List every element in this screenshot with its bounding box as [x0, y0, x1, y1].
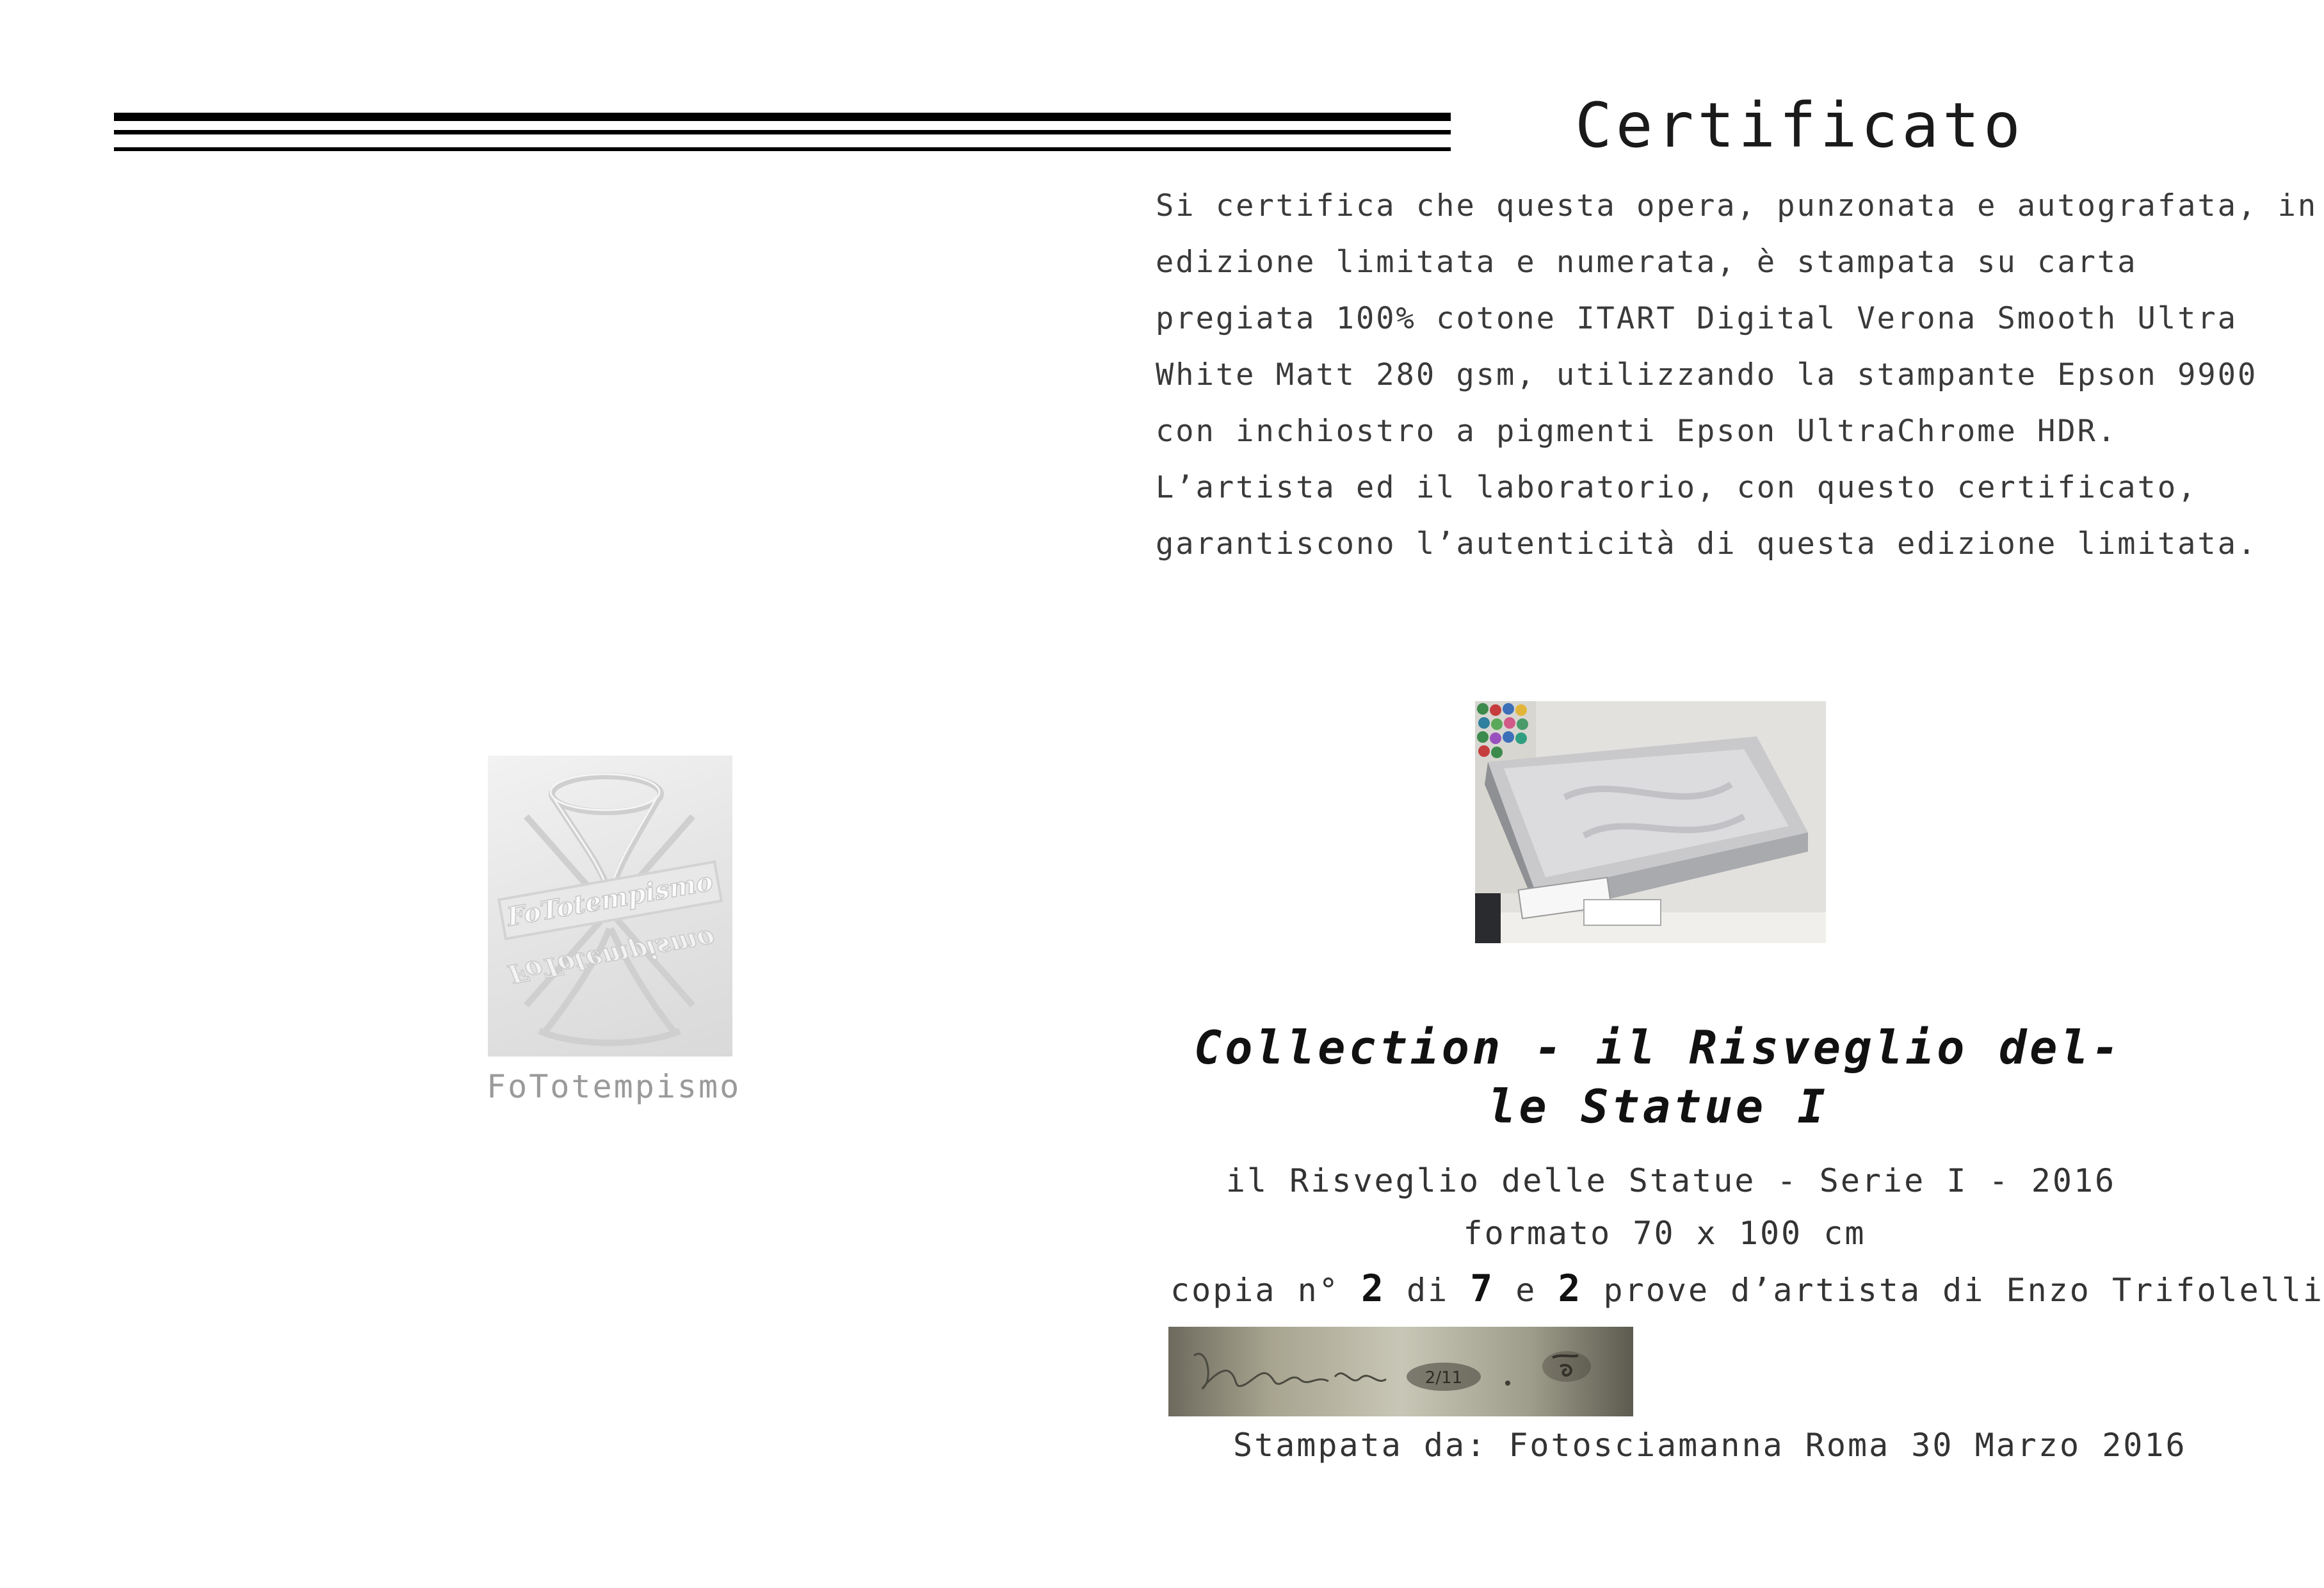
body-line: edizione limitata e numerata, è stampata su carta — [1156, 245, 2138, 280]
certificate-body — [1156, 178, 2318, 572]
artwork-title — [1178, 1018, 2138, 1136]
header-rule-middle — [114, 130, 1451, 134]
artwork-title-line2: le Statue I — [1488, 1080, 1828, 1133]
artwork-series: il Risveglio delle Statue - Serie I - 2016 — [1225, 1162, 2117, 1199]
header-rule-thick — [114, 113, 1451, 121]
edition-info — [1170, 1267, 2324, 1310]
seal-text: FoTotempismo — [504, 866, 716, 932]
body-line: Si certifica che questa opera, punzonata e autografata, in — [1156, 188, 2318, 223]
artist-proofs: 2 — [1558, 1267, 1583, 1310]
artwork-photo — [1475, 701, 1826, 943]
body-line: con inchiostro a pigmenti Epson UltraChrome HDR. — [1156, 414, 2118, 449]
svg-text:2/11: 2/11 — [1424, 1368, 1463, 1388]
copy-suffix: prove d’artista di Enzo Trifolelli — [1582, 1272, 2324, 1309]
signature-stamp — [1168, 1327, 1633, 1416]
fototempismo-seal-icon — [488, 756, 732, 1057]
body-line: garantiscono l’autenticità di questa edizione limitata. — [1156, 526, 2258, 562]
copy-and: e — [1494, 1272, 1558, 1309]
copy-total: 7 — [1470, 1267, 1495, 1310]
copy-of: di — [1385, 1272, 1471, 1309]
copy-prefix: copia n° — [1170, 1272, 1361, 1309]
printed-by: Stampata da: Fotosciamanna Roma 30 Marzo 2016 — [1233, 1427, 2187, 1464]
artwork-title-line1: Collection - il Risveglio del- — [1193, 1021, 2123, 1074]
certificate-title: Certificato — [1575, 90, 2024, 161]
copy-number: 2 — [1360, 1267, 1385, 1310]
body-line: L’artista ed il laboratorio, con questo certificato, — [1156, 470, 2198, 505]
header-rule-thin — [114, 147, 1451, 151]
svg-text:FoTotempismo: FoTotempismo — [506, 923, 717, 989]
emboss-caption: FoTotempismo — [487, 1068, 741, 1105]
body-line: White Matt 280 gsm, utilizzando la stampante Epson 9900 — [1156, 357, 2258, 393]
artwork-format: formato 70 x 100 cm — [1463, 1215, 1866, 1252]
body-line: pregiata 100% cotone ITART Digital Verona Smooth Ultra — [1156, 301, 2238, 336]
